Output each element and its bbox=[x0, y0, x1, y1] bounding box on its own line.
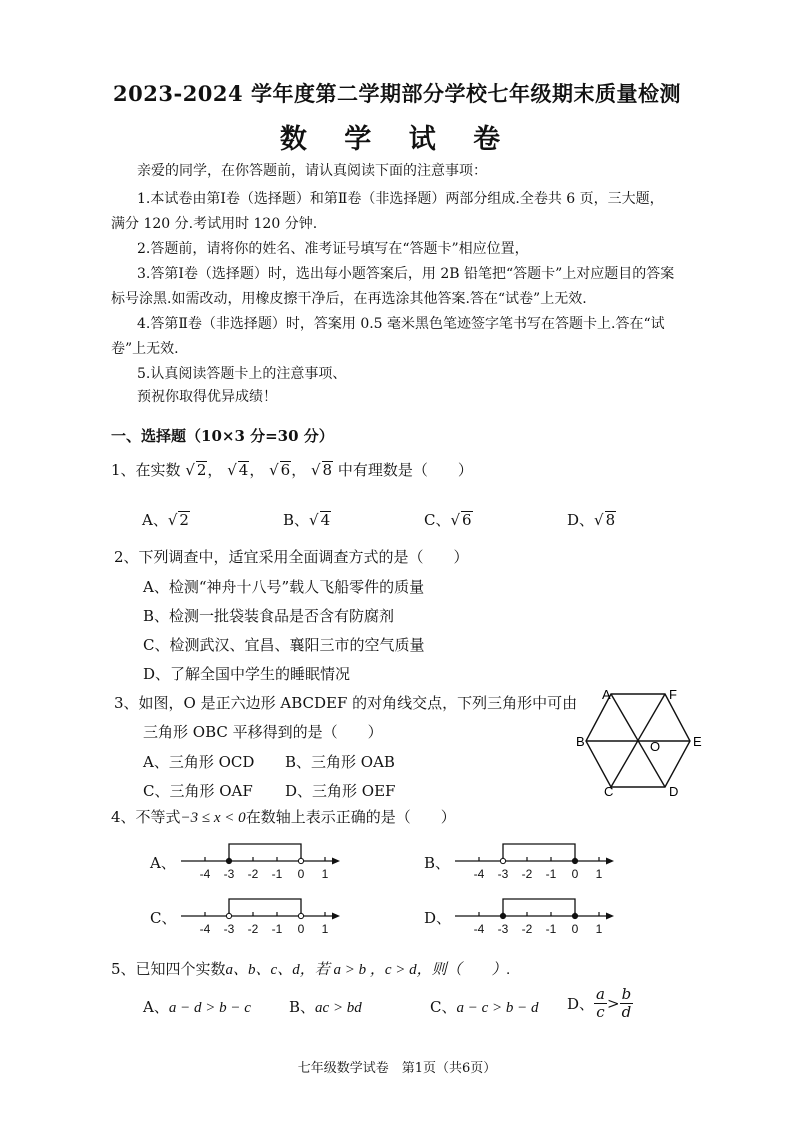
closed-endpoint bbox=[572, 858, 577, 863]
tick-label: 0 bbox=[571, 867, 579, 881]
note-1b: 满分 120 分.考试用时 120 分钟. bbox=[111, 216, 318, 232]
tick-label: -1 bbox=[545, 922, 557, 936]
tick-label: -3 bbox=[223, 922, 235, 936]
tick-label: 0 bbox=[297, 922, 305, 936]
closed-endpoint bbox=[572, 913, 577, 918]
tick-label: -2 bbox=[247, 867, 259, 881]
closed-endpoint bbox=[226, 858, 231, 863]
tick-label: -3 bbox=[497, 922, 509, 936]
tick-label: 1 bbox=[595, 922, 603, 936]
hex-label-c: C bbox=[604, 784, 614, 798]
tick-label: 1 bbox=[321, 922, 329, 936]
q5-frac2-denominator: d bbox=[621, 1003, 632, 1021]
open-endpoint bbox=[298, 913, 303, 918]
question-4 bbox=[111, 806, 456, 827]
q5-option-d-label: D、 bbox=[567, 995, 595, 1013]
q1-option-d-radicand: 8 bbox=[605, 511, 616, 529]
q4-option-d-label[interactable]: D、 bbox=[424, 909, 452, 927]
hex-label-d: D bbox=[669, 784, 679, 798]
q5-option-c-expr: a − c > b − d bbox=[456, 1000, 539, 1016]
tick-label: -1 bbox=[545, 867, 557, 881]
q1-radicand-1: 2 bbox=[196, 461, 207, 479]
note-3b: 标号涂黑.如需改动，用橡皮擦干净后，在再选涂其他答案.答在“试卷”上无效. bbox=[111, 291, 587, 307]
axis-arrow bbox=[332, 913, 340, 920]
q5-frac1-numerator: a bbox=[596, 985, 605, 1003]
open-endpoint bbox=[226, 913, 231, 918]
q1-option-a-radicand: 2 bbox=[179, 511, 189, 529]
tick-label: -1 bbox=[271, 922, 283, 936]
q5-option-a[interactable] bbox=[143, 996, 251, 1017]
number-line-a bbox=[176, 840, 342, 882]
q1-option-a[interactable]: A、√ 2 bbox=[142, 511, 189, 529]
q5-fraction-1 bbox=[594, 986, 607, 1021]
tick-label: 1 bbox=[595, 867, 603, 881]
q1-option-b[interactable]: B、√ 4 bbox=[283, 511, 331, 529]
tick-label: -4 bbox=[473, 922, 485, 936]
q4-inequality: −3 ≤ x < 0 bbox=[180, 810, 246, 826]
number-line-b bbox=[450, 840, 616, 882]
note-3a: 3.答第Ⅰ卷（选择题）时，选出每小题答案后，用 2B 铅笔把“答题卡”上对应题目的答案 bbox=[137, 266, 675, 282]
q1-sep: ， bbox=[291, 461, 307, 479]
question-3-line1: 3、如图，O 是正六边形 ABCDEF 的对角线交点，下列三角形中可由 bbox=[114, 694, 578, 712]
note-2: 2.答题前，请将你的姓名、准考证号填写在“答题卡”相应位置， bbox=[137, 241, 529, 257]
tick-label: -2 bbox=[247, 922, 259, 936]
q5-prefix: 5、已知四个实数 bbox=[111, 960, 226, 978]
hex-label-e: E bbox=[693, 734, 702, 749]
q1-option-c-radicand: 6 bbox=[462, 511, 472, 529]
notes-wish: 预祝你取得优异成绩！ bbox=[137, 389, 277, 405]
axis-arrow bbox=[606, 858, 614, 865]
number-line-c bbox=[176, 895, 342, 937]
q3-option-b[interactable]: B、三角形 OAB bbox=[285, 753, 395, 771]
hex-label-a: A bbox=[602, 687, 611, 702]
axis-arrow bbox=[606, 913, 614, 920]
hex-label-b: B bbox=[576, 734, 585, 749]
note-5: 5.认真阅读答题卡上的注意事项、 bbox=[137, 366, 347, 382]
notes-greeting: 亲爱的同学，在你答题前，请认真阅读下面的注意事项： bbox=[137, 163, 487, 179]
q1-option-c[interactable]: C、√ 6 bbox=[424, 511, 472, 529]
q1-sep: ， bbox=[249, 461, 265, 479]
solution-bracket bbox=[229, 899, 301, 916]
solution-bracket bbox=[229, 844, 301, 861]
q2-option-d[interactable]: D、了解全国中学生的睡眠情况 bbox=[143, 665, 351, 683]
hex-label-f: F bbox=[669, 687, 677, 702]
q1-prefix: 1、在实数 bbox=[111, 461, 181, 479]
closed-endpoint bbox=[500, 913, 505, 918]
q1-option-b-radicand: 4 bbox=[320, 511, 331, 529]
q4-option-c-label[interactable]: C、 bbox=[150, 909, 177, 927]
q2-option-b[interactable]: B、检测一批袋装食品是否含有防腐剂 bbox=[143, 607, 395, 625]
section-heading: 一、选择题（10×3 分=30 分） bbox=[111, 427, 334, 445]
q5-vars: a、b、c、d，若 a > b ，c > d，则（ ）. bbox=[225, 962, 511, 978]
tick-label: 0 bbox=[297, 867, 305, 881]
note-1a: 1.本试卷由第Ⅰ卷（选择题）和第Ⅱ卷（非选择题）两部分组成.全卷共 6 页，三大题， bbox=[137, 191, 664, 207]
tick-label: -2 bbox=[521, 922, 533, 936]
tick-label: 0 bbox=[571, 922, 579, 936]
open-endpoint bbox=[500, 858, 505, 863]
axis-arrow bbox=[332, 858, 340, 865]
q1-radicand-3: 6 bbox=[280, 461, 291, 479]
q1-option-d-label: D、 bbox=[567, 511, 595, 529]
note-4a: 4.答第Ⅱ卷（非选择题）时，答案用 0.5 毫米黑色笔迹签字笔书写在答题卡上.答在“试 bbox=[137, 316, 665, 332]
q1-option-d[interactable]: D、√ 8 bbox=[567, 511, 616, 529]
q5-frac2-numerator: b bbox=[621, 985, 632, 1003]
question-3-line2: 三角形 OBC 平移得到的是（ ） bbox=[143, 723, 383, 741]
q1-option-b-label: B、 bbox=[283, 511, 310, 529]
solution-bracket bbox=[503, 844, 575, 861]
number-line-d bbox=[450, 895, 616, 937]
q5-frac1-denominator: c bbox=[596, 1003, 605, 1021]
tick-label: -3 bbox=[497, 867, 509, 881]
q5-option-c-label: C、 bbox=[430, 998, 457, 1016]
open-endpoint bbox=[298, 858, 303, 863]
q5-d-gt: > bbox=[606, 994, 620, 1013]
q5-option-c[interactable] bbox=[430, 996, 539, 1017]
q4-option-a-label[interactable]: A、 bbox=[150, 854, 176, 872]
q2-option-c[interactable]: C、检测武汉、宜昌、襄阳三市的空气质量 bbox=[143, 636, 425, 654]
question-5 bbox=[111, 958, 510, 979]
tick-label: -1 bbox=[271, 867, 283, 881]
q5-option-a-expr: a − d > b − c bbox=[168, 1000, 251, 1016]
q5-option-d[interactable] bbox=[567, 986, 633, 1021]
hexagon-figure bbox=[574, 684, 714, 798]
q5-fraction-2 bbox=[620, 986, 634, 1021]
q5-option-a-label: A、 bbox=[143, 998, 169, 1016]
tick-label: -4 bbox=[199, 922, 211, 936]
q5-option-b-label: B、 bbox=[289, 998, 316, 1016]
tick-label: -4 bbox=[473, 867, 485, 881]
question-2: 2、下列调查中，适宜采用全面调查方式的是（ ） bbox=[114, 548, 469, 566]
q5-option-b-expr: ac > bd bbox=[315, 1000, 362, 1016]
q4-suffix: 在数轴上表示正确的是（ ） bbox=[245, 808, 456, 826]
q1-radicand-4: 8 bbox=[322, 461, 333, 479]
hex-label-o: O bbox=[650, 739, 661, 754]
q4-option-b-label[interactable]: B、 bbox=[424, 854, 451, 872]
page-footer: 七年级数学试卷 第1页（共6页） bbox=[297, 1061, 497, 1076]
q1-radicand-2: 4 bbox=[238, 461, 249, 479]
q1-option-a-label: A、 bbox=[142, 511, 168, 529]
tick-label: 1 bbox=[321, 867, 329, 881]
question-1: 1、在实数 √ 2， √ 4， √ 6， √ 8 中有理数是（ ） bbox=[111, 461, 473, 479]
q1-option-c-label: C、 bbox=[424, 511, 451, 529]
exam-title: 2023-2024 学年度第二学期部分学校七年级期末质量检测 bbox=[113, 81, 681, 106]
q3-option-a[interactable]: A、三角形 OCD bbox=[143, 753, 255, 771]
note-4b: 卷”上无效. bbox=[111, 341, 179, 357]
q3-option-d[interactable]: D、三角形 OEF bbox=[285, 782, 396, 800]
exam-subtitle: 数 学 试 卷 bbox=[279, 124, 515, 155]
q4-prefix: 4、不等式 bbox=[111, 808, 181, 826]
q5-option-b[interactable] bbox=[289, 996, 362, 1017]
q3-option-c[interactable]: C、三角形 OAF bbox=[143, 782, 253, 800]
tick-label: -4 bbox=[199, 867, 211, 881]
q1-suffix: 中有理数是（ ） bbox=[337, 461, 473, 479]
tick-label: -2 bbox=[521, 867, 533, 881]
q1-sep: ， bbox=[207, 461, 223, 479]
tick-label: -3 bbox=[223, 867, 235, 881]
q2-option-a[interactable]: A、检测“神舟十八号”载人飞船零件的质量 bbox=[143, 578, 425, 596]
solution-bracket bbox=[503, 899, 575, 916]
